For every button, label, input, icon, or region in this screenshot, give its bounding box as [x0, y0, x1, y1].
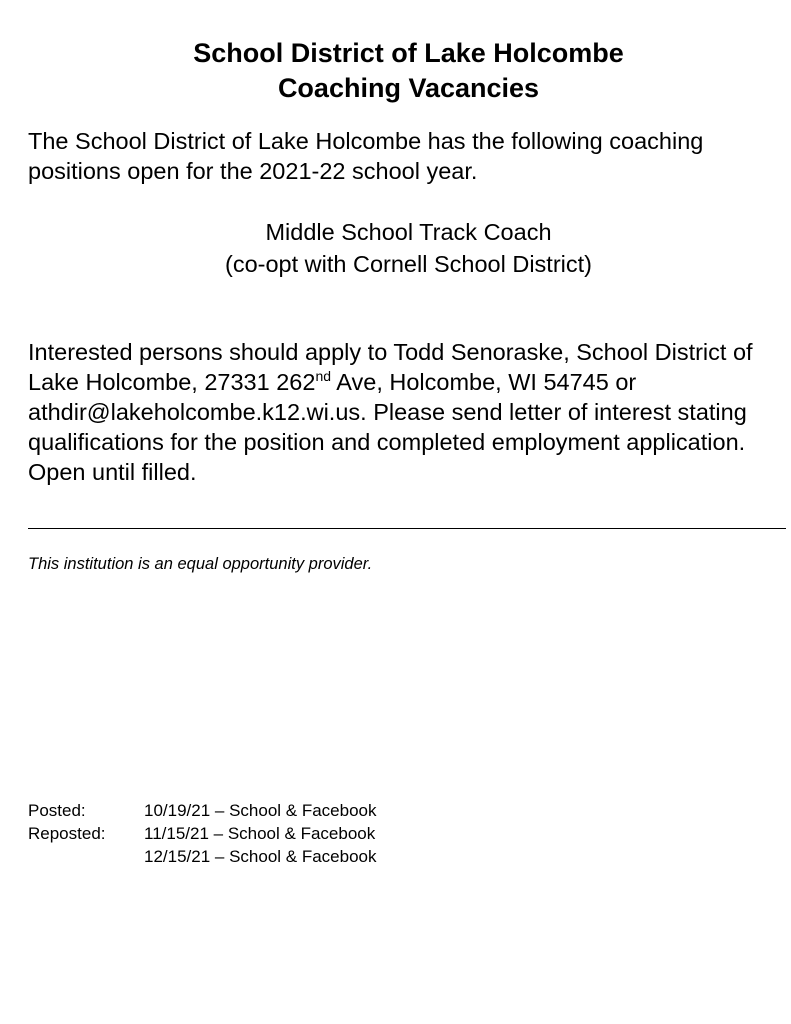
application-text-part1: Interested persons should apply to Todd Senoraske, School District of Lake Holcombe, 27331 262 — [28, 339, 753, 395]
equal-opportunity-statement: This institution is an equal opportunity provider. — [28, 555, 373, 573]
position-title: Middle School Track Coach — [265, 219, 552, 245]
application-text-part2: Ave, Holcombe, WI 54745 or athdir@lakeholcombe.k12.wi.us. Please send letter of interest stating qualifications for the position and completed employment application. Open until filled. — [28, 369, 747, 485]
posting-entry: 12/15/21 – School & Facebook — [144, 847, 377, 866]
ordinal-suffix: nd — [315, 368, 332, 385]
position-note: (co-opt with Cornell School District) — [225, 251, 592, 277]
application-instructions — [28, 337, 788, 487]
posting-entry: 10/19/21 – School & Facebook — [144, 801, 377, 820]
document-title: School District of Lake Holcombe — [193, 38, 624, 68]
document-subtitle: Coaching Vacancies — [277, 73, 540, 103]
posting-label: Posted: — [28, 801, 86, 820]
intro-paragraph: The School District of Lake Holcombe has the following coaching positions open for the 2021-22 school year. — [28, 128, 704, 184]
posting-entry: 11/15/21 – School & Facebook — [144, 824, 376, 843]
posting-label: Reposted: — [28, 824, 106, 843]
horizontal-divider — [28, 528, 786, 529]
